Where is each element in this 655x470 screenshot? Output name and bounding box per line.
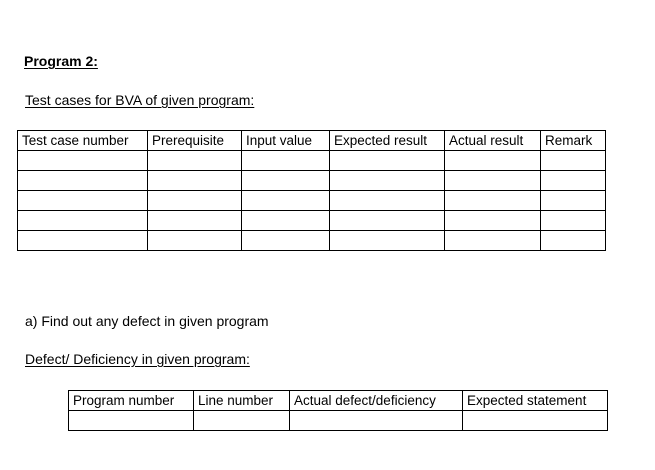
defect-table <box>68 390 608 431</box>
table-cell[interactable] <box>330 171 445 191</box>
bva-subtitle: Test cases for BVA of given program: <box>25 92 255 108</box>
table-cell[interactable] <box>194 411 290 431</box>
table-cell[interactable] <box>18 151 148 171</box>
column-header: Test case number <box>18 131 148 151</box>
table-header-row <box>69 391 608 411</box>
table-cell[interactable] <box>148 171 242 191</box>
table-cell[interactable] <box>148 151 242 171</box>
task-a-text: a) Find out any defect in given program <box>25 313 269 329</box>
table-row <box>18 231 606 251</box>
table-cell[interactable] <box>330 191 445 211</box>
column-header: Remark <box>541 131 606 151</box>
defect-heading: Defect/ Deficiency in given program: <box>25 351 250 367</box>
table-cell[interactable] <box>330 151 445 171</box>
table-cell[interactable] <box>541 231 606 251</box>
table-cell[interactable] <box>69 411 194 431</box>
table-cell[interactable] <box>330 211 445 231</box>
column-header: Input value <box>242 131 330 151</box>
table-cell[interactable] <box>463 411 608 431</box>
column-header: Line number <box>194 391 290 411</box>
table-cell[interactable] <box>445 191 541 211</box>
table-cell[interactable] <box>445 211 541 231</box>
table-cell[interactable] <box>541 191 606 211</box>
table-cell[interactable] <box>18 191 148 211</box>
table-cell[interactable] <box>445 231 541 251</box>
column-header: Prerequisite <box>148 131 242 151</box>
table-cell[interactable] <box>290 411 463 431</box>
column-header: Expected result <box>330 131 445 151</box>
table-row <box>18 191 606 211</box>
table-row <box>18 171 606 191</box>
table-cell[interactable] <box>445 151 541 171</box>
table-cell[interactable] <box>242 211 330 231</box>
column-header: Expected statement <box>463 391 608 411</box>
table-cell[interactable] <box>242 231 330 251</box>
table-cell[interactable] <box>242 151 330 171</box>
table-cell[interactable] <box>18 211 148 231</box>
table-header-row <box>18 131 606 151</box>
program-title: Program 2: <box>24 53 98 69</box>
table-cell[interactable] <box>18 231 148 251</box>
table-cell[interactable] <box>242 171 330 191</box>
column-header: Actual defect/deficiency <box>290 391 463 411</box>
table-cell[interactable] <box>541 151 606 171</box>
column-header: Actual result <box>445 131 541 151</box>
table-cell[interactable] <box>18 171 148 191</box>
table-cell[interactable] <box>330 231 445 251</box>
table-row <box>69 411 608 431</box>
table-cell[interactable] <box>242 191 330 211</box>
table-row <box>18 211 606 231</box>
bva-test-cases-table <box>17 130 606 251</box>
table-cell[interactable] <box>148 231 242 251</box>
column-header: Program number <box>69 391 194 411</box>
table-cell[interactable] <box>148 191 242 211</box>
table-cell[interactable] <box>541 171 606 191</box>
table-cell[interactable] <box>445 171 541 191</box>
table-cell[interactable] <box>541 211 606 231</box>
table-row <box>18 151 606 171</box>
table-cell[interactable] <box>148 211 242 231</box>
